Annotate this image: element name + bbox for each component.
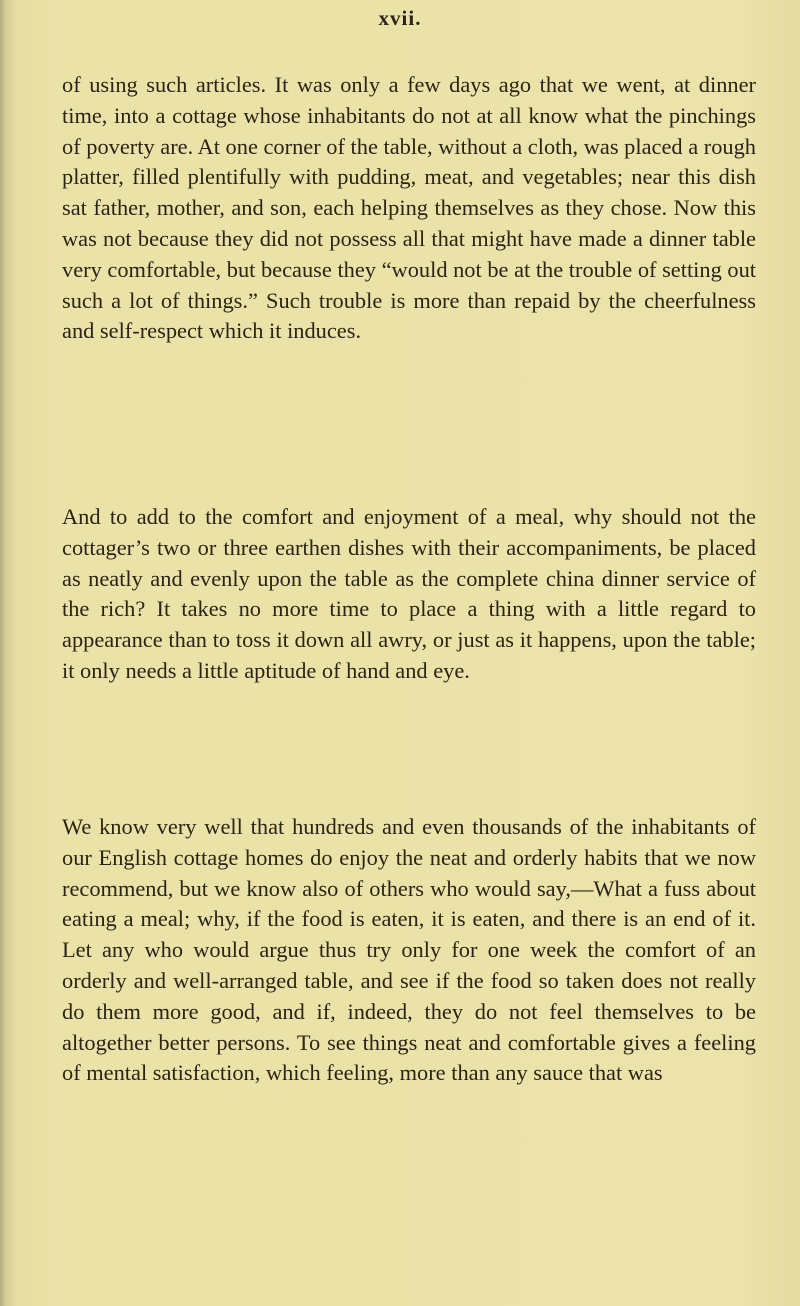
paragraph-1-block	[62, 70, 756, 347]
page-number: xvii.	[378, 6, 422, 30]
paragraph-3: We know very well that hundreds and even thousands of the inhabitants of our English cottage homes do enjoy the neat and orderly habits that we now recommend, but we know also of others who would say,—What a fuss about eating a meal; why, if the food is eaten, it is eaten, and there is an end of it. Let any who would argue thus try only for one week the comfort of an orderly and well-arranged table, and see if the food so taken does not really do them more good, and if, indeed, they do not feel themselves to be altogether better persons. To see things neat and comfortable gives a feeling of mental satisfaction, which feeling, more than any sauce that was	[62, 814, 756, 1086]
paragraph-1: of using such articles. It was only a few days ago that we went, at dinner time, into a cottage whose inhabitants do not at all know what the pinchings of poverty are. At one corner of the table, without a cloth, was placed a rough platter, filled plentifully with pudding, meat, and vegetables; near this dish sat father, mother, and son, each helping themselves as they chose. Now this was not because they did not possess all that might have made a dinner table very comfortable, but because they “would not be at the trouble of setting out such a lot of things.” Such trouble is more than repaid by the cheerfulness and self-respect which it induces.	[62, 72, 756, 344]
paragraph-2-block	[62, 502, 756, 687]
paragraph-2: And to add to the comfort and enjoyment of a meal, why should not the cottager’s two or three earthen dishes with their accompaniments, be placed as neatly and evenly upon the table as the complete china dinner service of the rich? It takes no more time to place a thing with a little regard to appearance than to toss it down all awry, or just as it happens, upon the table; it only needs a little aptitude of hand and eye.	[62, 504, 756, 683]
paragraph-3-block	[62, 812, 756, 1089]
